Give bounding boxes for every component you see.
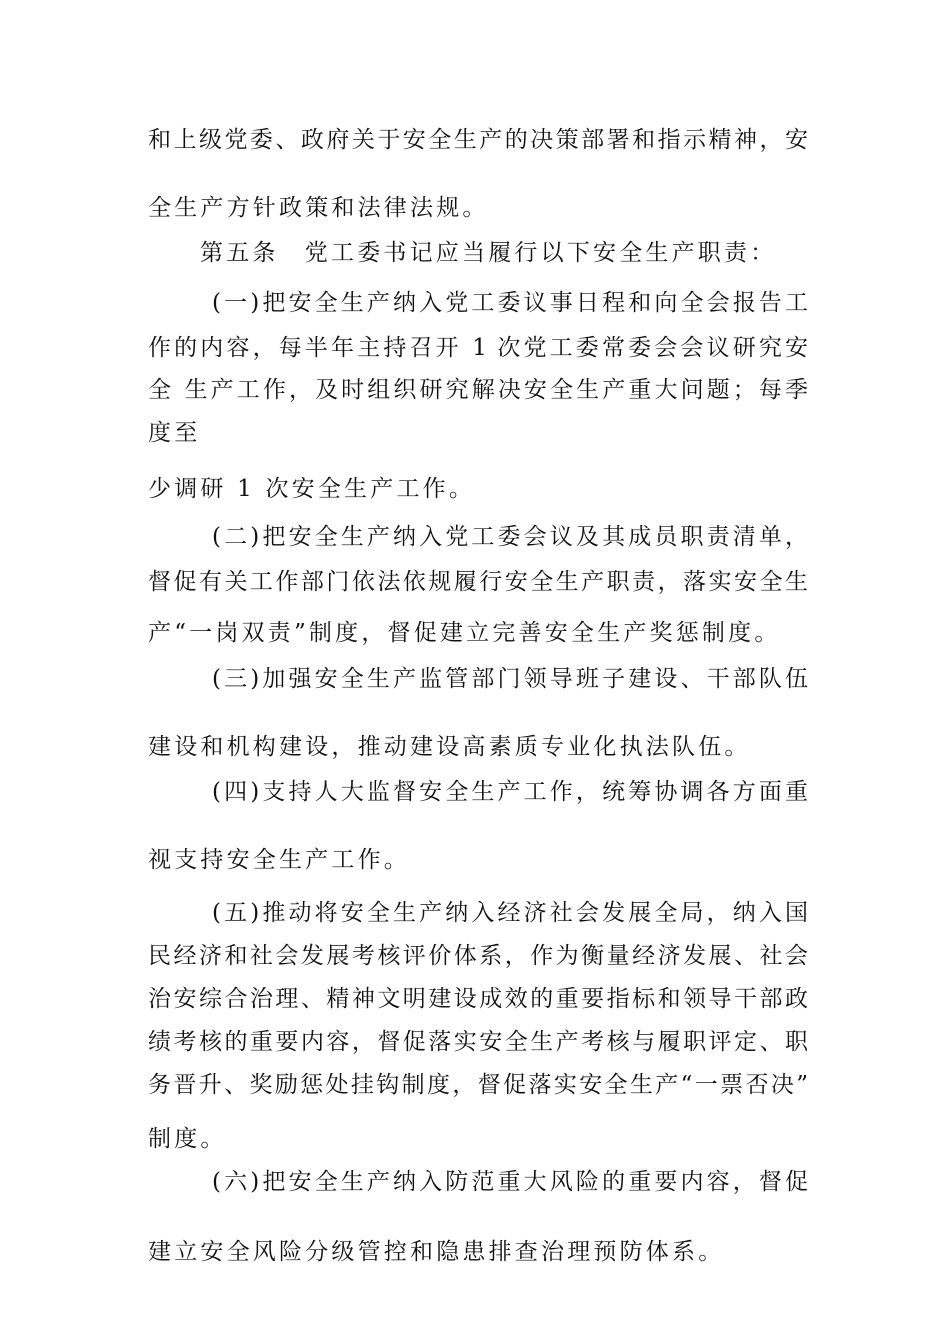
text-line: 建立安全风险分级管控和隐患排查治理预防体系。 [148,1239,725,1265]
text-line: 作的内容，每半年主持召开 1 次党工委常委会会议研究安 [148,335,808,361]
text-line: 视支持安全生产工作。 [148,847,410,873]
text-line: (三)加强安全生产监管部门领导班子建设、干部队伍 [212,666,808,692]
text-line: 度至 [148,420,201,446]
text-line: 全生产方针政策和法律法规。 [148,195,489,221]
text-line: (二)把安全生产纳入党工委会议及其成员职责清单， [212,524,808,550]
text-line: (五)推动将安全生产纳入经济社会发展全局，纳入国 [212,900,808,926]
text-line: 务晋升、奖励惩处挂钩制度，督促落实安全生产“一票否决” [148,1072,808,1098]
article-heading: 第五条 党工委书记应当履行以下安全生产职责： [200,240,777,266]
text-line: (四)支持人大监督安全生产工作，统筹协调各方面重 [212,779,808,805]
text-line: 绩考核的重要内容，督促落实安全生产考核与履职评定、职 [148,1029,808,1055]
text-line: 民经济和社会发展考核评价体系，作为衡量经济发展、社会 [148,943,808,969]
text-line: (六)把安全生产纳入防范重大风险的重要内容，督促 [212,1169,808,1195]
text-line: 产“一岗双责”制度，督促建立完善安全生产奖惩制度。 [148,620,781,646]
text-line: 建设和机构建设，推动建设高素质专业化执法队伍。 [148,734,751,760]
text-line: (一)把安全生产纳入党工委议事日程和向全会报告工 [212,290,808,316]
text-line: 督促有关工作部门依法依规履行安全生产职责，落实安全生 [148,569,808,595]
text-line: 全 生产工作，及时组织研究解决安全生产重大问题；每季 [148,377,808,403]
text-line: 少调研 1 次安全生产工作。 [148,476,476,502]
text-line: 制度。 [148,1126,227,1152]
text-line: 治安综合治理、精神文明建设成效的重要指标和领导干部政 [148,986,808,1012]
text-line: 和上级党委、政府关于安全生产的决策部署和指示精神，安 [148,127,808,153]
